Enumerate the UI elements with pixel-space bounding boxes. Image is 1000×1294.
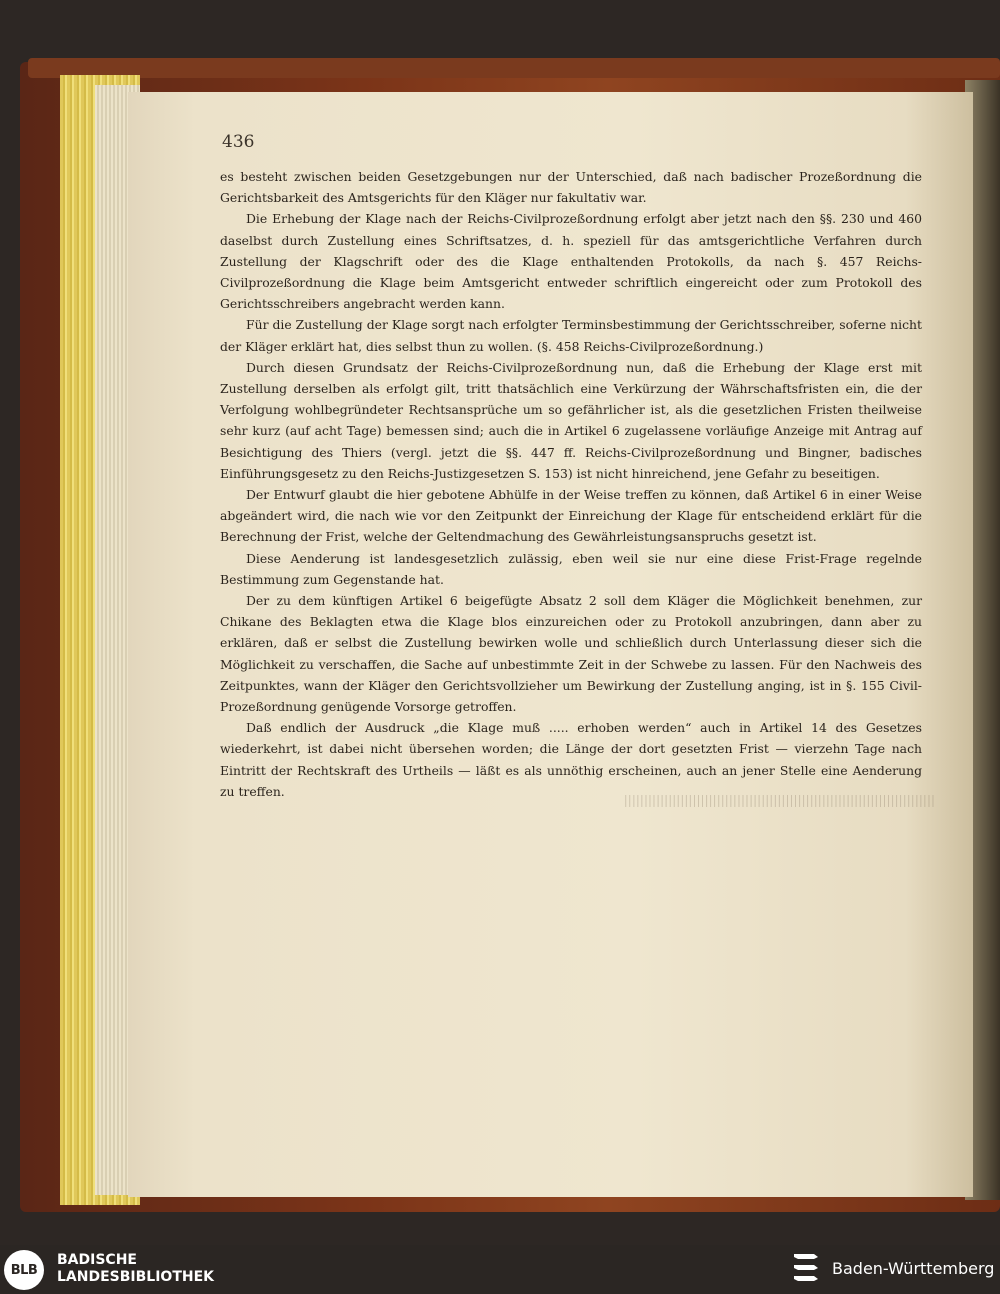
page-number: 436 — [222, 132, 255, 152]
paragraph: Der Entwurf glaubt die hier gebotene Abhülfe in der Weise treffen zu können, daß Artikel 6 in einer Weise abgeändert wird, die nach wie vor den Zeitpunkt der Einreichung der Klage für entscheidend erklärt für die Berechnung der Frist, welche der Geltendmachung des Gewährleistungsanspruchs gesetzt ist. — [220, 487, 922, 545]
paragraph: Durch diesen Grundsatz der Reichs-Civilprozeßordnung nun, daß die Erhebung der Klage erst mit Zustellung derselben als erfolgt gilt, tritt thatsächlich eine Verkürzung der Währschaftsfristen ein, die der Verfolgung wohlbegründeter Rechtsansprüche um so gefährlicher ist, als die gesetzlichen Fristen theilweise sehr kurz (auf acht Tage) bemessen sind; auch die in Artikel 6 zugelassene vorläufige Anzeige mit Antrag auf Besichtigung des Thiers (vergl. jetzt die §§. 447 ff. Reichs-Civilprozeßordnung und Bingner, badisches Einführungsgesetz zu den Reichs-Justizgesetzen S. 153) ist nicht hinreichend, jene Gefahr zu beseitigen. — [220, 359, 922, 481]
blb-logo-icon[interactable]: BLB — [4, 1250, 44, 1290]
paragraph: Der zu dem künftigen Artikel 6 beigefügte Absatz 2 soll dem Kläger die Möglichkeit benehmen, zur Chikane des Beklagten etwa die Klage blos einzureichen oder zu Protokoll anzubringen, dann aber zu erklären, daß er selbst die Zustellung bewirken wolle und schließlich durch Unterlassung dieser sich die Möglichkeit zu verschaffen, die Sache auf unbestimmte Zeit in der Schwebe zu lassen. Für den Nachweis des Zeitpunktes, wann der Kläger den Gerichtsvollzieher um Bewirkung der Zustellung anging, ist in §. 155 Civil-Prozeßordnung genügende Vorsorge getroffen. — [220, 593, 922, 715]
library-name-line1: BADISCHE — [57, 1252, 137, 1268]
paragraph: Daß endlich der Ausdruck „die Klage muß ..... erhoben werden“ auch in Artikel 14 des Gesetzes wiederkehrt, ist dabei nicht übersehen worden; die Länge der dort gesetzten Frist — vierzehn Tage nach Eintritt der Rechtskraft des Urtheils — läßt es als unnöthig erscheinen, auch an jener Stelle eine Aenderung zu treffen. — [220, 720, 922, 799]
paragraph: Die Erhebung der Klage nach der Reichs-Civilprozeßordnung erfolgt aber jetzt nach den §§. 230 und 460 daselbst durch Zustellung eines Schriftsatzes, d. h. speziell für das amtsgerichtliche Verfahren durch Zustellung der Klagschrift oder des die Klage enthaltenden Protokolls, da nach §. 457 Reichs-Civilprozeßordnung die Klage beim Amtsgericht entweder schriftlich eingereicht oder zum Protokoll des Gerichtsschreibers angebracht werden kann. — [220, 211, 922, 312]
library-name-line2: LANDESBIBLIOTHEK — [57, 1269, 215, 1285]
book-cover-top — [28, 58, 1000, 78]
paragraph: Für die Zustellung der Klage sorgt nach erfolgter Terminsbestimmung der Gerichtsschreiber, soferne nicht der Kläger erklärt hat, dies selbst thun zu wollen. (§. 458 Reichs-Civilprozeßordnung.) — [220, 317, 922, 354]
state-name[interactable]: Baden-Württemberg — [832, 1259, 995, 1278]
paragraph: Diese Aenderung ist landesgesetzlich zulässig, eben weil sie nur eine diese Frist-Frage regelnde Bestimmung zum Gegenstande hat. — [220, 550, 922, 587]
library-name[interactable] — [57, 1252, 214, 1286]
page-body-text — [220, 166, 922, 802]
paragraph: es besteht zwischen beiden Gesetzgebungen nur der Unterschied, daß nach badischer Prozeßordnung die Gerichtsbarkeit des Amtsgerichts für den Kläger nur fakultativ war. — [220, 169, 922, 206]
bleed-through-text: ||||||||||||||||||||||||||||||||||||||||||||||||||||||||||||||||||||||||||||| — [623, 793, 935, 807]
baden-wuerttemberg-lions-icon — [790, 1250, 824, 1288]
